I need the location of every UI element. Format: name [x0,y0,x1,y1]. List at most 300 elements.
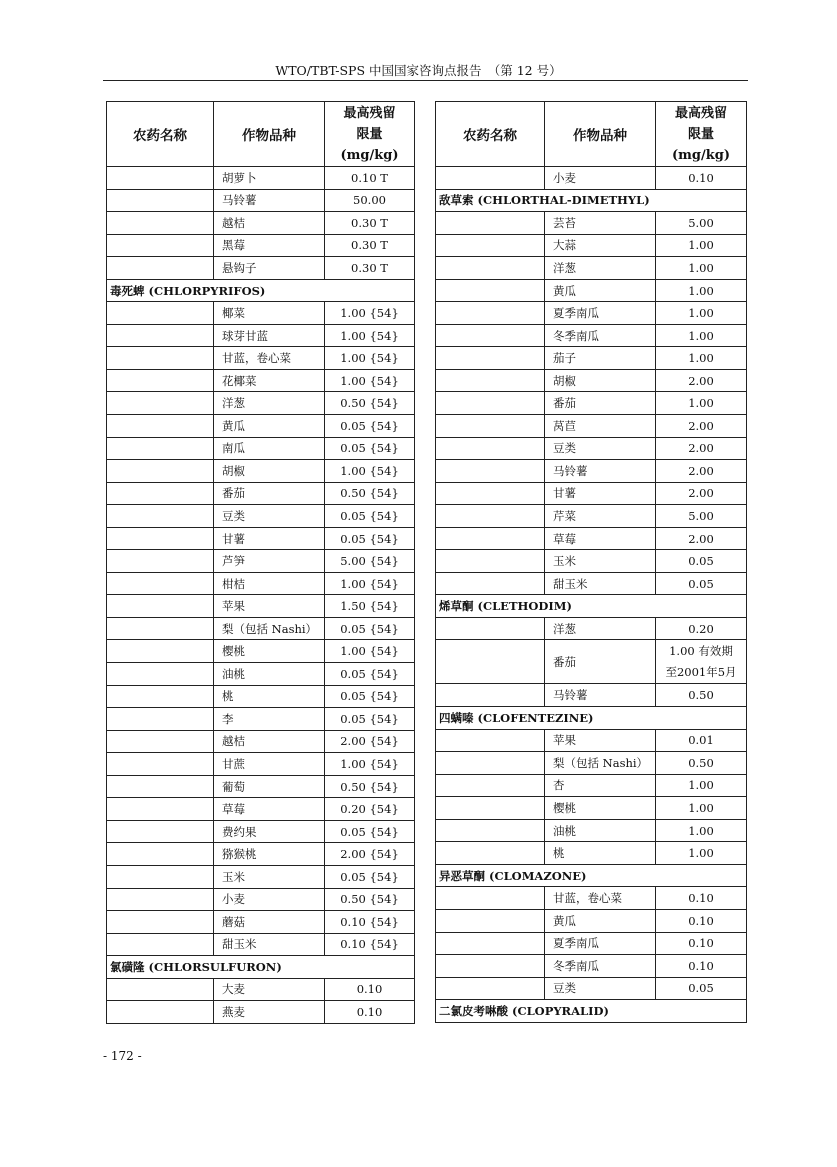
pesticide-name: 异恶草酮 (CLOMAZONE) [436,864,747,887]
table-row [436,324,747,347]
crop-cell: 梨（包括 Nashi） [545,752,656,775]
pesticide-cell [107,753,214,776]
table-row [107,843,415,866]
table-row [436,977,747,1000]
table-row [436,887,747,910]
table-row [436,932,747,955]
crop-cell: 费约果 [214,820,325,843]
pesticide-cell [436,369,545,392]
pesticide-cell [436,752,545,775]
table-row [436,369,747,392]
crop-cell: 杏 [545,774,656,797]
crop-cell: 球芽甘蓝 [214,324,325,347]
table-row [107,369,415,392]
crop-cell: 樱桃 [214,640,325,663]
pesticide-cell [436,819,545,842]
mrl-cell: 0.20 {54} [325,798,415,821]
pesticide-cell [436,887,545,910]
crop-cell: 黄瓜 [545,279,656,302]
crop-cell: 番茄 [545,392,656,415]
pesticide-cell [107,347,214,370]
table-row [107,1001,415,1024]
crop-cell: 芹菜 [545,505,656,528]
mrl-cell: 1.00 [656,324,747,347]
pesticide-cell [107,302,214,325]
table-row [436,505,747,528]
pesticide-cell [107,775,214,798]
pesticide-cell [436,729,545,752]
mrl-cell: 1.00 {54} [325,369,415,392]
pesticide-cell [107,1001,214,1024]
table-row [436,572,747,595]
pesticide-cell [107,257,214,280]
pesticide-cell [107,572,214,595]
mrl-cell: 1.50 {54} [325,595,415,618]
pesticide-section-row [107,279,415,302]
table-row [436,212,747,235]
mrl-value-line2: 至2001年5月 [665,664,737,679]
pesticide-column-header: 农药名称 [107,102,214,167]
crop-cell: 黑莓 [214,234,325,257]
table-row [436,167,747,190]
pesticide-name: 烯草酮 (CLETHODIM) [436,595,747,618]
crop-cell: 甜玉米 [545,572,656,595]
crop-cell: 洋葱 [214,392,325,415]
pesticide-cell [107,640,214,663]
table-row [107,911,415,934]
crop-cell: 豆类 [545,437,656,460]
table-row [436,617,747,640]
table-row [107,415,415,438]
table-row [436,684,747,707]
mrl-cell [656,640,747,684]
table-header-row [107,102,415,167]
pesticide-cell [436,505,545,528]
pesticide-cell [436,527,545,550]
pesticide-column-header: 农药名称 [436,102,545,167]
mrl-cell: 0.10 {54} [325,933,415,956]
pesticide-section-row [436,1000,747,1023]
mrl-cell: 0.05 {54} [325,437,415,460]
pesticide-cell [107,978,214,1001]
mrl-cell: 1.00 [656,392,747,415]
mrl-header-line2: 限量 [356,126,383,142]
mrl-cell: 0.10 T [325,167,415,190]
mrl-cell: 0.10 [656,909,747,932]
table-row [107,234,415,257]
mrl-cell: 0.50 {54} [325,775,415,798]
mrl-header-line3: (mg/kg) [340,147,399,163]
pesticide-cell [436,324,545,347]
crop-cell: 芦笋 [214,550,325,573]
table-row [436,392,747,415]
mrl-cell: 5.00 [656,505,747,528]
table-row [436,415,747,438]
table-row [107,730,415,753]
crop-cell: 马铃薯 [214,189,325,212]
crop-cell: 大蒜 [545,234,656,257]
crop-cell: 大麦 [214,978,325,1001]
table-row [436,909,747,932]
pesticide-cell [436,279,545,302]
table-row [436,460,747,483]
table-row [107,347,415,370]
table-row [107,437,415,460]
mrl-cell: 1.00 {54} [325,347,415,370]
crop-cell: 甘蔗 [214,753,325,776]
mrl-cell: 2.00 [656,415,747,438]
table-row [107,865,415,888]
crop-cell: 蘑菇 [214,911,325,934]
table-row [107,617,415,640]
pesticide-cell [107,685,214,708]
right-residue-table [435,101,747,1023]
pesticide-cell [436,392,545,415]
crop-cell: 茄子 [545,347,656,370]
pesticide-cell [436,550,545,573]
mrl-cell: 0.10 [325,978,415,1001]
pesticide-cell [107,460,214,483]
table-row [107,640,415,663]
pesticide-cell [107,595,214,618]
pesticide-cell [436,234,545,257]
pesticide-cell [436,482,545,505]
table-row [107,505,415,528]
crop-cell: 夏季南瓜 [545,302,656,325]
table-row [107,257,415,280]
table-row [436,437,747,460]
pesticide-cell [107,324,214,347]
mrl-cell: 2.00 {54} [325,843,415,866]
crop-cell: 芸苔 [545,212,656,235]
crop-cell: 越桔 [214,730,325,753]
mrl-cell: 2.00 [656,369,747,392]
crop-cell: 甘蓝，卷心菜 [214,347,325,370]
mrl-value-line1: 1.00 有效期 [669,643,733,658]
pesticide-cell [107,730,214,753]
mrl-cell: 0.10 [656,932,747,955]
pesticide-cell [107,369,214,392]
table-row [436,482,747,505]
pesticide-cell [107,167,214,190]
mrl-cell: 50.00 [325,189,415,212]
left-residue-table [106,101,415,1024]
page-header: WTO/TBT-SPS 中国国家咨询点报告 （第 12 号） [275,63,562,78]
mrl-cell: 1.00 [656,774,747,797]
table-row [107,663,415,686]
crop-cell: 冬季南瓜 [545,324,656,347]
mrl-cell: 0.20 [656,617,747,640]
mrl-cell: 0.05 {54} [325,708,415,731]
pesticide-cell [436,797,545,820]
mrl-cell: 0.05 {54} [325,505,415,528]
pesticide-section-row [107,956,415,979]
mrl-cell: 2.00 [656,482,747,505]
pesticide-cell [436,302,545,325]
pesticide-cell [107,911,214,934]
crop-cell: 油桃 [214,663,325,686]
table-row [436,640,747,684]
table-row [107,708,415,731]
crop-cell: 番茄 [214,482,325,505]
table-row [436,774,747,797]
pesticide-name: 毒死蜱 (CHLORPYRIFOS) [107,279,415,302]
crop-cell: 甘薯 [214,527,325,550]
mrl-cell: 1.00 {54} [325,460,415,483]
table-row [107,189,415,212]
table-row [436,797,747,820]
mrl-cell: 0.05 {54} [325,617,415,640]
mrl-cell: 1.00 [656,234,747,257]
pesticide-cell [107,820,214,843]
crop-cell: 夏季南瓜 [545,932,656,955]
pesticide-cell [436,437,545,460]
table-row [107,324,415,347]
mrl-cell: 2.00 {54} [325,730,415,753]
mrl-cell: 2.00 [656,437,747,460]
mrl-cell: 0.50 {54} [325,392,415,415]
crop-cell: 苹果 [214,595,325,618]
pesticide-cell [107,505,214,528]
table-row [107,685,415,708]
mrl-cell: 1.00 [656,279,747,302]
crop-cell: 马铃薯 [545,460,656,483]
mrl-cell: 1.00 [656,819,747,842]
pesticide-cell [436,977,545,1000]
crop-cell: 豆类 [545,977,656,1000]
table-row [107,167,415,190]
pesticide-cell [107,482,214,505]
crop-cell: 梨（包括 Nashi） [214,617,325,640]
crop-cell: 樱桃 [545,797,656,820]
pesticide-cell [107,843,214,866]
mrl-cell: 0.05 [656,550,747,573]
pesticide-cell [436,460,545,483]
mrl-header-line3: (mg/kg) [672,147,730,163]
mrl-cell: 0.05 {54} [325,527,415,550]
crop-cell: 花椰菜 [214,369,325,392]
table-row [107,775,415,798]
table-row [436,279,747,302]
crop-cell: 油桃 [545,819,656,842]
pesticide-cell [436,909,545,932]
pesticide-cell [436,932,545,955]
table-row [107,595,415,618]
table-row [436,842,747,865]
mrl-cell: 0.10 [325,1001,415,1024]
pesticide-cell [436,842,545,865]
crop-cell: 甘薯 [545,482,656,505]
pesticide-section-row [436,189,747,212]
crop-cell: 冬季南瓜 [545,955,656,978]
pesticide-section-row [436,707,747,730]
crop-cell: 甜玉米 [214,933,325,956]
pesticide-name: 氯磺隆 (CHLORSULFURON) [107,956,415,979]
table-row [107,933,415,956]
table-row [436,752,747,775]
page-number: - 172 - [103,1049,142,1063]
crop-cell: 黄瓜 [214,415,325,438]
crop-cell: 胡椒 [545,369,656,392]
pesticide-cell [436,774,545,797]
pesticide-cell [107,189,214,212]
table-row [107,978,415,1001]
crop-cell: 莴苣 [545,415,656,438]
crop-cell: 小麦 [214,888,325,911]
mrl-cell: 0.30 T [325,212,415,235]
pesticide-cell [436,347,545,370]
mrl-cell: 0.50 [656,752,747,775]
pesticide-cell [436,955,545,978]
pesticide-cell [107,708,214,731]
table-row [107,550,415,573]
pesticide-cell [107,865,214,888]
mrl-cell: 0.50 {54} [325,888,415,911]
mrl-cell: 0.10 {54} [325,911,415,934]
table-row [107,798,415,821]
pesticide-name: 四螨嗪 (CLOFENTEZINE) [436,707,747,730]
crop-cell: 葡萄 [214,775,325,798]
header-rule [103,80,748,81]
crop-cell: 马铃薯 [545,684,656,707]
pesticide-cell [107,617,214,640]
mrl-cell: 0.05 {54} [325,415,415,438]
mrl-cell: 0.10 [656,167,747,190]
crop-cell: 柑桔 [214,572,325,595]
crop-cell: 苹果 [545,729,656,752]
pesticide-name: 二氯皮考啉酸 (CLOPYRALID) [436,1000,747,1023]
table-row [107,820,415,843]
mrl-cell: 2.00 [656,527,747,550]
crop-cell: 草莓 [545,527,656,550]
mrl-cell: 0.05 [656,977,747,1000]
table-row [436,955,747,978]
mrl-cell: 0.30 T [325,257,415,280]
crop-cell: 洋葱 [545,257,656,280]
pesticide-cell [436,212,545,235]
mrl-cell: 1.00 {54} [325,324,415,347]
pesticide-section-row [436,864,747,887]
table-row [436,819,747,842]
crop-cell: 草莓 [214,798,325,821]
table-row [436,527,747,550]
pesticide-cell [436,684,545,707]
pesticide-section-row [436,595,747,618]
mrl-cell: 0.01 [656,729,747,752]
pesticide-cell [107,663,214,686]
crop-cell: 黄瓜 [545,909,656,932]
mrl-cell: 1.00 {54} [325,572,415,595]
crop-cell: 燕麦 [214,1001,325,1024]
table-row [107,753,415,776]
pesticide-cell [436,572,545,595]
pesticide-cell [436,617,545,640]
mrl-cell: 0.05 {54} [325,685,415,708]
mrl-column-header [325,102,415,167]
table-row [107,392,415,415]
crop-cell: 南瓜 [214,437,325,460]
crop-cell: 椰菜 [214,302,325,325]
table-row [436,729,747,752]
table-row [107,572,415,595]
pesticide-cell [107,392,214,415]
table-row [107,527,415,550]
table-row [436,347,747,370]
mrl-header-line1: 最高残留 [343,105,396,121]
table-row [436,257,747,280]
pesticide-cell [107,212,214,235]
crop-cell: 玉米 [214,865,325,888]
mrl-cell: 1.00 [656,257,747,280]
crop-cell: 猕猴桃 [214,843,325,866]
table-row [107,212,415,235]
crop-cell: 甘蓝，卷心菜 [545,887,656,910]
crop-cell: 玉米 [545,550,656,573]
pesticide-cell [107,415,214,438]
pesticide-name: 敌草索 (CHLORTHAL-DIMETHYL) [436,189,747,212]
pesticide-cell [107,527,214,550]
table-row [436,550,747,573]
table-row [107,482,415,505]
mrl-cell: 0.05 {54} [325,865,415,888]
crop-cell: 小麦 [545,167,656,190]
mrl-cell: 1.00 [656,797,747,820]
pesticide-cell [107,888,214,911]
table-row [107,888,415,911]
mrl-cell: 0.05 {54} [325,820,415,843]
table-row [107,302,415,325]
mrl-header-line1: 最高残留 [674,105,727,121]
pesticide-cell [436,415,545,438]
pesticide-cell [107,933,214,956]
crop-cell: 豆类 [214,505,325,528]
table-row [107,460,415,483]
crop-column-header: 作物品种 [214,102,325,167]
pesticide-cell [107,234,214,257]
mrl-cell: 1.00 [656,302,747,325]
crop-column-header: 作物品种 [545,102,656,167]
table-header-row [436,102,747,167]
mrl-cell: 1.00 [656,347,747,370]
crop-cell: 洋葱 [545,617,656,640]
mrl-cell: 1.00 {54} [325,753,415,776]
pesticide-cell [436,167,545,190]
pesticide-cell [436,257,545,280]
mrl-column-header [656,102,747,167]
pesticide-cell [107,798,214,821]
crop-cell: 番茄 [545,640,656,684]
mrl-cell: 1.00 [656,842,747,865]
mrl-cell: 1.00 {54} [325,302,415,325]
pesticide-cell [107,550,214,573]
crop-cell: 桃 [545,842,656,865]
crop-cell: 胡萝卜 [214,167,325,190]
pesticide-cell [107,437,214,460]
mrl-cell: 0.50 [656,684,747,707]
mrl-cell: 5.00 {54} [325,550,415,573]
mrl-cell: 0.50 {54} [325,482,415,505]
pesticide-cell [436,640,545,684]
mrl-cell: 0.10 [656,955,747,978]
mrl-cell: 0.05 [656,572,747,595]
mrl-cell: 2.00 [656,460,747,483]
crop-cell: 胡椒 [214,460,325,483]
mrl-header-line2: 限量 [687,126,714,142]
crop-cell: 悬钩子 [214,257,325,280]
table-row [436,302,747,325]
mrl-cell: 5.00 [656,212,747,235]
table-row [436,234,747,257]
